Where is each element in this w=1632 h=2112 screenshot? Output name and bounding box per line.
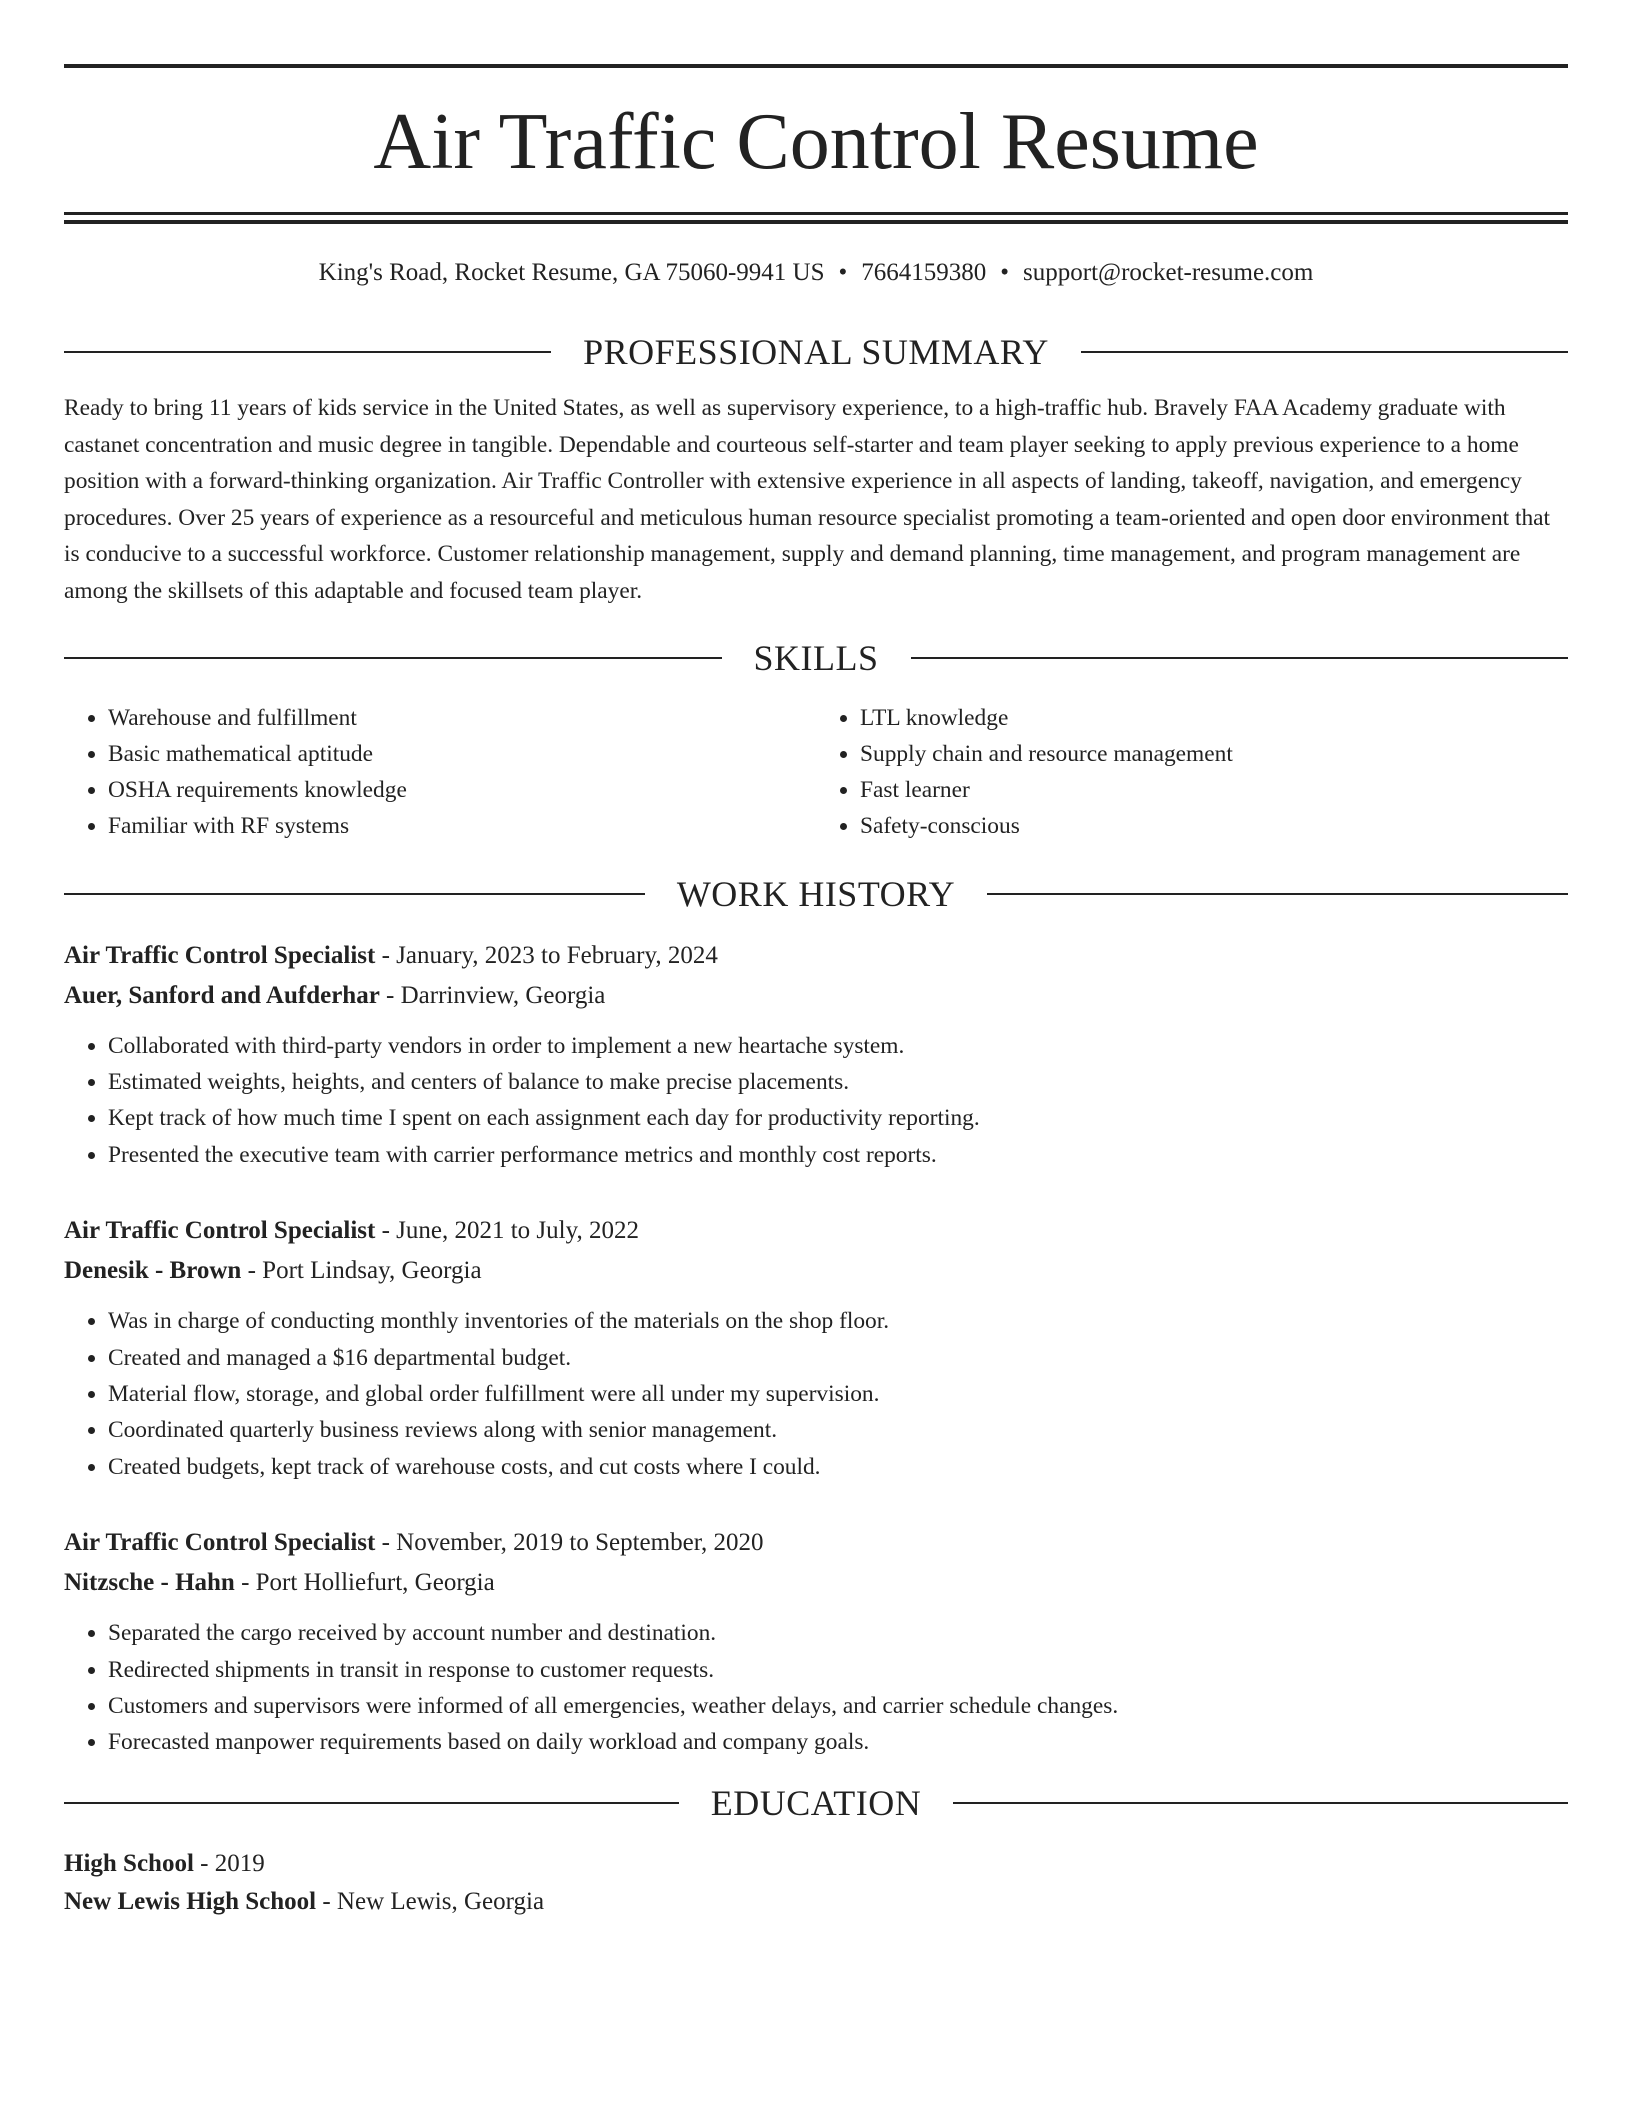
education-location: - New Lewis, Georgia bbox=[316, 1887, 545, 1915]
job-bullet: • Created and managed a $16 departmental budget. bbox=[108, 1340, 1568, 1376]
job-bullet: • Was in charge of conducting monthly inventories of the materials on the shop floor. bbox=[108, 1303, 1568, 1339]
section-heading-work bbox=[64, 874, 1568, 914]
job-title: Air Traffic Control Specialist bbox=[64, 1217, 376, 1245]
heading-rule bbox=[64, 351, 551, 353]
job-dates: - November, 2019 to September, 2020 bbox=[375, 1529, 764, 1557]
job-bullet: • Presented the executive team with carrier performance metrics and monthly cost reports. bbox=[108, 1137, 1568, 1173]
job-location: - Port Holliefurt, Georgia bbox=[234, 1569, 495, 1597]
job-title-line bbox=[64, 1523, 1568, 1563]
education-entry bbox=[64, 1845, 1568, 1921]
contact-separator: • bbox=[1000, 259, 1010, 286]
top-rule bbox=[64, 64, 1568, 68]
job-bullet: • Estimated weights, heights, and centers of balance to make precise placements. bbox=[108, 1064, 1568, 1100]
contact-phone: 7664159380 bbox=[861, 259, 987, 286]
job-company: Nitzsche - Hahn bbox=[64, 1569, 235, 1597]
job-company-line bbox=[64, 1563, 1568, 1603]
job-bullet: • Collaborated with third-party vendors in order to implement a new heartache system. bbox=[108, 1028, 1568, 1064]
job-bullet: • Customers and supervisors were informed of all emergencies, weather delays, and carrier schedule changes. bbox=[108, 1688, 1568, 1724]
job-location: - Darrinview, Georgia bbox=[379, 981, 606, 1009]
education-heading: EDUCATION bbox=[710, 1782, 922, 1823]
job-bullets bbox=[64, 1615, 1568, 1761]
skill-item: • Basic mathematical aptitude bbox=[108, 736, 816, 772]
contact-separator: • bbox=[838, 259, 848, 286]
job-bullets bbox=[64, 1303, 1568, 1485]
skill-item: • LTL knowledge bbox=[860, 700, 1568, 736]
job-entry bbox=[64, 936, 1568, 1174]
summary-text: Ready to bring 11 years of kids service in the United States, as well as supervisory experience, to a high-traffic hub. Bravely FAA Academy graduate with castanet concentration and music degree in tangible. Dependable and courteous self-starter and team player seeking to apply previous experience to a home position with a forward-thinking organization. Air Traffic Controller with extensive experience in all aspects of landing, takeoff, navigation, and emergency procedures. Over 25 years of experience as a resourceful and meticulous human resource specialist promoting a team-oriented and open door environment that is conducive to a successful workforce. Customer relationship management, supply and demand planning, time management, and program management are among the skillsets of this adaptable and focused team player. bbox=[64, 395, 1551, 604]
summary-heading: PROFESSIONAL SUMMARY bbox=[583, 332, 1049, 372]
skill-item: • Fast learner bbox=[860, 772, 1568, 808]
skills-column-left bbox=[64, 700, 816, 844]
skill-item: • OSHA requirements knowledge bbox=[108, 772, 816, 808]
job-dates: - January, 2023 to February, 2024 bbox=[375, 941, 718, 969]
job-title: Air Traffic Control Specialist bbox=[64, 1529, 376, 1557]
heading-rule bbox=[953, 1802, 1568, 1804]
education-degree-line bbox=[64, 1845, 1568, 1883]
job-title-line bbox=[64, 1211, 1568, 1251]
job-bullets bbox=[64, 1028, 1568, 1174]
heading-rule bbox=[911, 657, 1569, 659]
job-entry bbox=[64, 1211, 1568, 1485]
job-bullet: • Coordinated quarterly business reviews along with senior management. bbox=[108, 1412, 1568, 1448]
job-bullet: • Separated the cargo received by account number and destination. bbox=[108, 1615, 1568, 1651]
heading-rule bbox=[1081, 351, 1568, 353]
education-year: - 2019 bbox=[193, 1849, 265, 1877]
job-bullet: • Material flow, storage, and global order fulfillment were all under my supervision. bbox=[108, 1376, 1568, 1412]
education-school: New Lewis High School bbox=[64, 1887, 317, 1915]
section-heading-summary bbox=[64, 332, 1568, 372]
skill-item: • Familiar with RF systems bbox=[108, 808, 816, 844]
heading-rule bbox=[64, 893, 645, 895]
job-company: Denesik - Brown bbox=[64, 1257, 242, 1285]
skills-list bbox=[64, 700, 1568, 844]
section-heading-skills bbox=[64, 638, 1568, 678]
education-degree: High School bbox=[64, 1849, 194, 1877]
heading-rule bbox=[987, 893, 1568, 895]
work-heading: WORK HISTORY bbox=[676, 873, 956, 914]
job-entry bbox=[64, 1523, 1568, 1761]
job-location: - Port Lindsay, Georgia bbox=[241, 1257, 482, 1285]
skill-item: • Supply chain and resource management bbox=[860, 736, 1568, 772]
job-bullet: • Kept track of how much time I spent on each assignment each day for productivity reporting. bbox=[108, 1100, 1568, 1136]
contact-line bbox=[64, 258, 1568, 288]
section-heading-education bbox=[64, 1783, 1568, 1823]
contact-email: support@rocket-resume.com bbox=[1023, 259, 1314, 286]
skill-item: • Warehouse and fulfillment bbox=[108, 700, 816, 736]
heading-rule bbox=[64, 657, 722, 659]
resume-page bbox=[64, 0, 1568, 1921]
resume-title: Air Traffic Control Resume bbox=[373, 98, 1259, 186]
skills-heading: SKILLS bbox=[753, 637, 879, 678]
job-title-line bbox=[64, 936, 1568, 976]
contact-address: King's Road, Rocket Resume, GA 75060-9941 US bbox=[318, 259, 825, 286]
job-bullet: • Created budgets, kept track of warehouse costs, and cut costs where I could. bbox=[108, 1449, 1568, 1485]
skills-column-right bbox=[816, 700, 1568, 844]
job-company-line bbox=[64, 976, 1568, 1016]
job-company-line bbox=[64, 1251, 1568, 1291]
job-title: Air Traffic Control Specialist bbox=[64, 941, 376, 969]
skill-item: • Safety-conscious bbox=[860, 808, 1568, 844]
heading-rule bbox=[64, 1802, 679, 1804]
education-school-line bbox=[64, 1883, 1568, 1921]
job-bullet: • Redirected shipments in transit in response to customer requests. bbox=[108, 1652, 1568, 1688]
job-dates: - June, 2021 to July, 2022 bbox=[375, 1217, 639, 1245]
job-bullet: • Forecasted manpower requirements based on daily workload and company goals. bbox=[108, 1724, 1568, 1760]
title-double-rule bbox=[64, 212, 1568, 224]
job-company: Auer, Sanford and Aufderhar bbox=[64, 981, 380, 1009]
